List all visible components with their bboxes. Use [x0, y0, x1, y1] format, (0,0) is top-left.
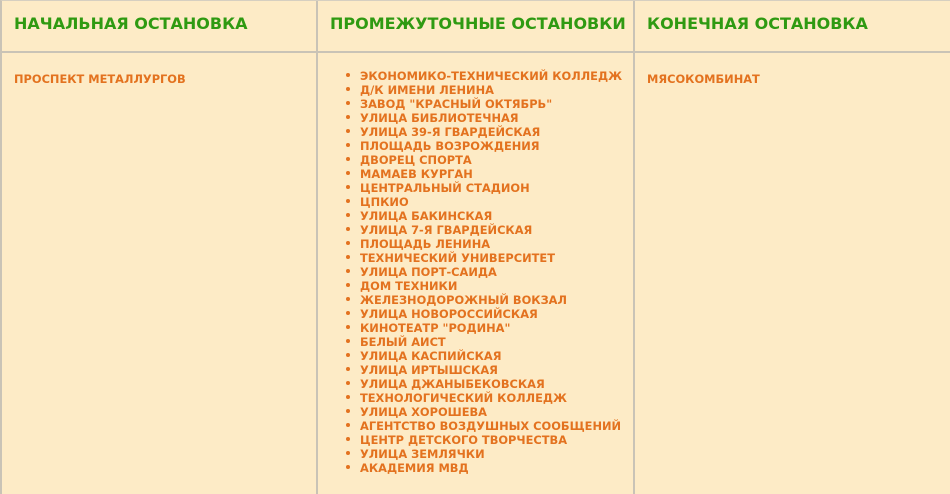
- intermediate-stop-name: УЛИЦА ИРТЫШСКАЯ: [360, 363, 498, 377]
- intermediate-stop-item: [346, 376, 633, 390]
- bullet-icon: [346, 409, 350, 413]
- intermediate-stops-header-title: ПРОМЕЖУТОЧНЫЕ ОСТАНОВКИ: [330, 14, 626, 33]
- intermediate-stop-item: [346, 460, 633, 474]
- intermediate-stop-name: УЛИЦА ДЖАНЫБЕКОВСКАЯ: [360, 377, 545, 391]
- intermediate-stop-name: ЭКОНОМИКО-ТЕХНИЧЕСКИЙ КОЛЛЕДЖ: [360, 69, 623, 83]
- bullet-icon: [346, 143, 350, 147]
- intermediate-stop-name: КИНОТЕАТР "РОДИНА": [360, 321, 511, 335]
- intermediate-stop-item: [346, 110, 633, 124]
- intermediate-stop-name: ЗАВОД "КРАСНЫЙ ОКТЯБРЬ": [360, 97, 553, 111]
- bullet-icon: [346, 437, 350, 441]
- intermediate-stop-item: [346, 208, 633, 222]
- intermediate-stop-name: УЛИЦА 7-Я ГВАРДЕЙСКАЯ: [360, 223, 533, 237]
- start-stop-name: ПРОСПЕКТ МЕТАЛЛУРГОВ: [14, 72, 186, 86]
- bullet-icon: [346, 255, 350, 259]
- intermediate-stop-name: ЦПКИО: [360, 195, 409, 209]
- end-stop-header: [635, 1, 950, 53]
- bullet-icon: [346, 129, 350, 133]
- bullet-icon: [346, 157, 350, 161]
- intermediate-stop-name: АКАДЕМИЯ МВД: [360, 461, 469, 475]
- intermediate-stop-item: [346, 250, 633, 264]
- intermediate-stop-name: ДВОРЕЦ СПОРТА: [360, 153, 472, 167]
- bullet-icon: [346, 101, 350, 105]
- intermediate-stop-name: ЖЕЛЕЗНОДОРОЖНЫЙ ВОКЗАЛ: [360, 293, 567, 307]
- intermediate-stop-name: УЛИЦА 39-Я ГВАРДЕЙСКАЯ: [360, 125, 541, 139]
- intermediate-stop-item: [346, 404, 633, 418]
- intermediate-stops-column: [318, 1, 635, 494]
- intermediate-stop-item: [346, 152, 633, 166]
- intermediate-stop-item: [346, 362, 633, 376]
- bullet-icon: [346, 451, 350, 455]
- intermediate-stop-name: УЛИЦА КАСПИЙСКАЯ: [360, 349, 502, 363]
- bullet-icon: [346, 199, 350, 203]
- intermediate-stop-item: [346, 124, 633, 138]
- intermediate-stop-item: [346, 166, 633, 180]
- intermediate-stops-header: [318, 1, 633, 53]
- bullet-icon: [346, 339, 350, 343]
- end-stop-column: [635, 1, 950, 494]
- intermediate-stop-item: [346, 348, 633, 362]
- intermediate-stops-list: [330, 68, 633, 474]
- intermediate-stop-item: [346, 446, 633, 460]
- intermediate-stop-name: ПЛОЩАДЬ ЛЕНИНА: [360, 237, 491, 251]
- intermediate-stop-name: УЛИЦА ЗЕМЛЯЧКИ: [360, 447, 485, 461]
- intermediate-stop-item: [346, 432, 633, 446]
- bullet-icon: [346, 227, 350, 231]
- bullet-icon: [346, 325, 350, 329]
- intermediate-stops-cell: [318, 53, 633, 474]
- intermediate-stop-name: ЦЕНТР ДЕТСКОГО ТВОРЧЕСТВА: [360, 433, 568, 447]
- intermediate-stop-item: [346, 68, 633, 82]
- intermediate-stop-item: [346, 264, 633, 278]
- intermediate-stop-item: [346, 194, 633, 208]
- bullet-icon: [346, 367, 350, 371]
- intermediate-stop-item: [346, 222, 633, 236]
- bullet-icon: [346, 381, 350, 385]
- end-stop-cell: [635, 53, 950, 87]
- end-stop-name: МЯСОКОМБИНАТ: [647, 72, 760, 86]
- intermediate-stop-name: ТЕХНОЛОГИЧЕСКИЙ КОЛЛЕДЖ: [360, 391, 567, 405]
- intermediate-stop-name: УЛИЦА ХОРОШЕВА: [360, 405, 487, 419]
- intermediate-stop-item: [346, 292, 633, 306]
- intermediate-stop-name: УЛИЦА НОВОРОССИЙСКАЯ: [360, 307, 538, 321]
- intermediate-stop-item: [346, 82, 633, 96]
- intermediate-stop-item: [346, 96, 633, 110]
- bullet-icon: [346, 297, 350, 301]
- bullet-icon: [346, 395, 350, 399]
- intermediate-stop-name: МАМАЕВ КУРГАН: [360, 167, 473, 181]
- start-stop-header-title: НАЧАЛЬНАЯ ОСТАНОВКА: [14, 14, 248, 33]
- intermediate-stop-name: ДОМ ТЕХНИКИ: [360, 279, 458, 293]
- bullet-icon: [346, 269, 350, 273]
- intermediate-stop-name: ЦЕНТРАЛЬНЫЙ СТАДИОН: [360, 181, 530, 195]
- bullet-icon: [346, 465, 350, 469]
- bullet-icon: [346, 115, 350, 119]
- intermediate-stop-name: АГЕНТСТВО ВОЗДУШНЫХ СООБЩЕНИЙ: [360, 419, 622, 433]
- intermediate-stop-item: [346, 180, 633, 194]
- intermediate-stop-name: УЛИЦА БАКИНСКАЯ: [360, 209, 493, 223]
- bullet-icon: [346, 423, 350, 427]
- intermediate-stop-name: БЕЛЫЙ АИСТ: [360, 335, 446, 349]
- intermediate-stop-item: [346, 236, 633, 250]
- intermediate-stop-name: ПЛОЩАДЬ ВОЗРОЖДЕНИЯ: [360, 139, 540, 153]
- bullet-icon: [346, 185, 350, 189]
- intermediate-stop-item: [346, 278, 633, 292]
- intermediate-stop-item: [346, 390, 633, 404]
- intermediate-stop-item: [346, 306, 633, 320]
- bullet-icon: [346, 87, 350, 91]
- bullet-icon: [346, 73, 350, 77]
- end-stop-header-title: КОНЕЧНАЯ ОСТАНОВКА: [647, 14, 868, 33]
- start-stop-cell: [2, 53, 316, 87]
- intermediate-stop-name: ТЕХНИЧЕСКИЙ УНИВЕРСИТЕТ: [360, 251, 555, 265]
- start-stop-header: [2, 1, 316, 53]
- intermediate-stop-name: УЛИЦА БИБЛИОТЕЧНАЯ: [360, 111, 519, 125]
- bullet-icon: [346, 283, 350, 287]
- bullet-icon: [346, 241, 350, 245]
- intermediate-stop-name: УЛИЦА ПОРТ-САИДА: [360, 265, 497, 279]
- bullet-icon: [346, 311, 350, 315]
- intermediate-stop-name: Д/К ИМЕНИ ЛЕНИНА: [360, 83, 494, 97]
- start-stop-column: [2, 1, 318, 494]
- intermediate-stop-item: [346, 320, 633, 334]
- intermediate-stop-item: [346, 418, 633, 432]
- intermediate-stop-item: [346, 138, 633, 152]
- bullet-icon: [346, 171, 350, 175]
- bullet-icon: [346, 353, 350, 357]
- bullet-icon: [346, 213, 350, 217]
- intermediate-stop-item: [346, 334, 633, 348]
